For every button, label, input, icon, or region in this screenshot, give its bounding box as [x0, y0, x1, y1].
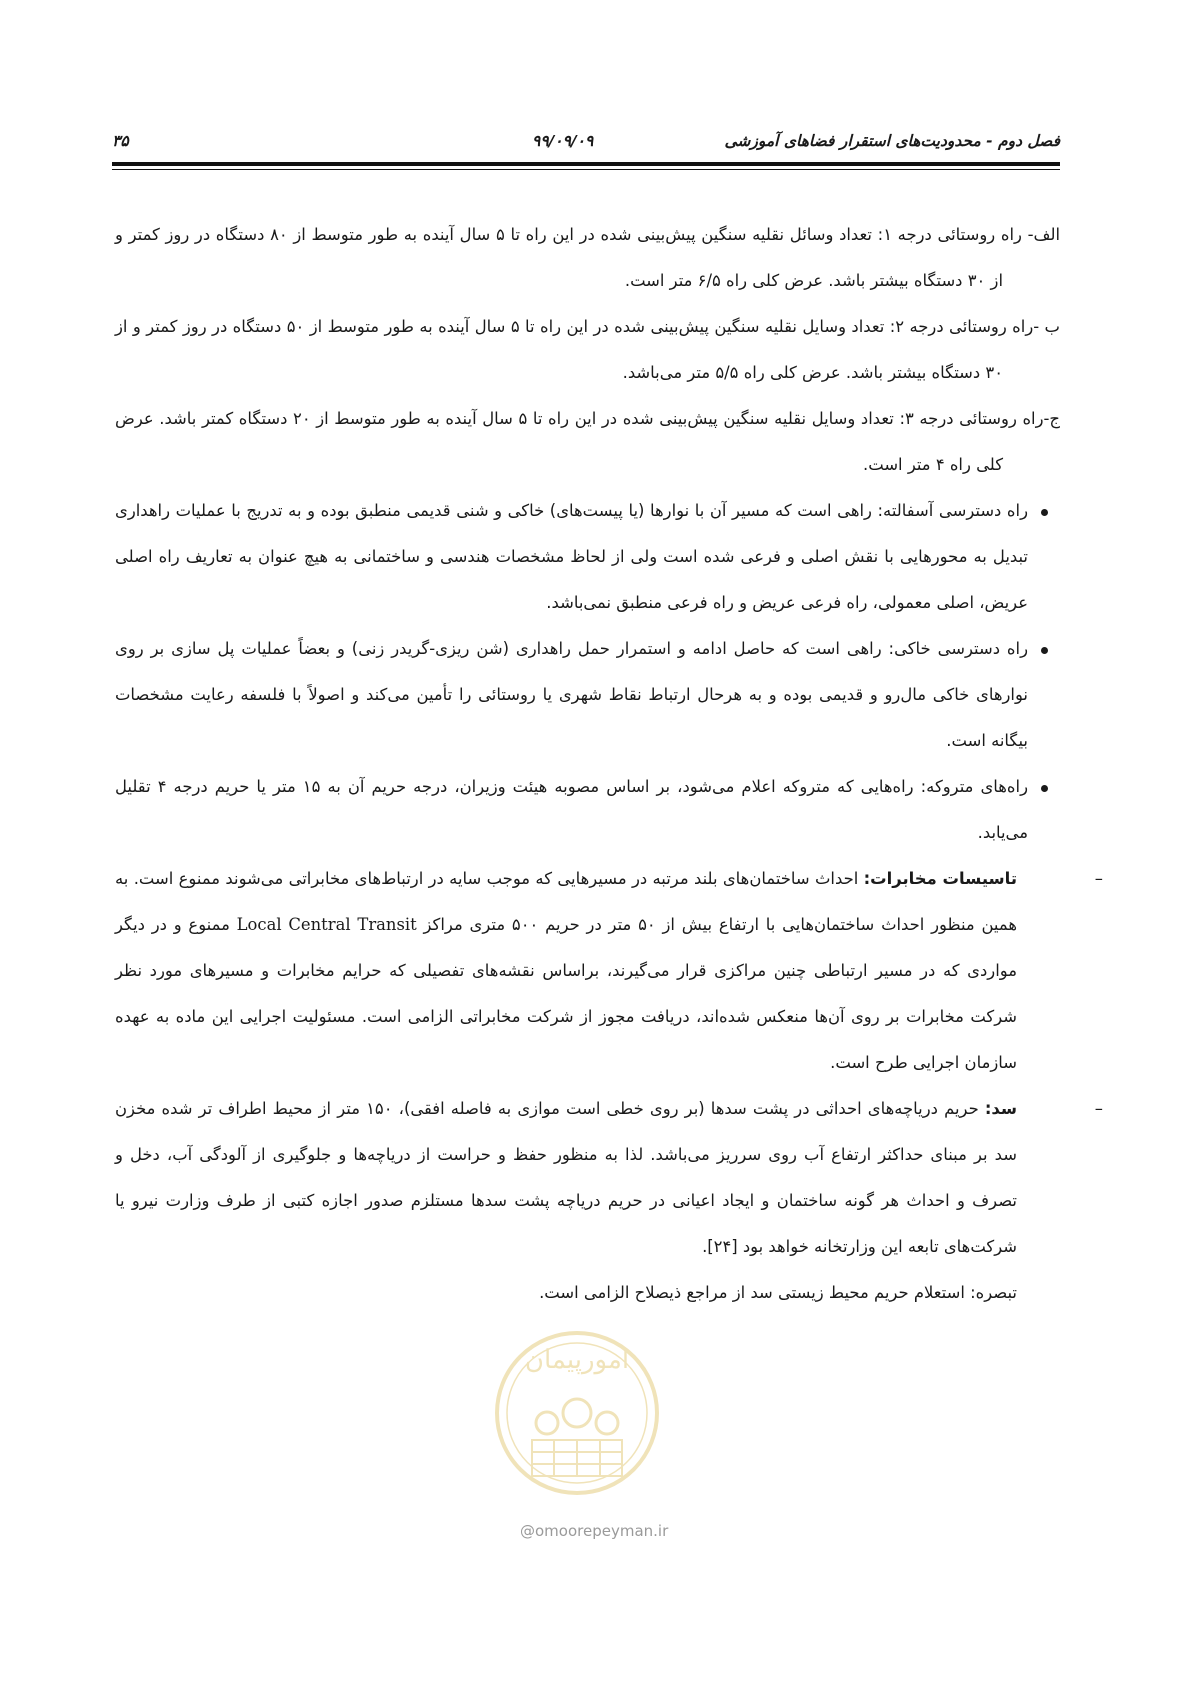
- bullet-dot: [1041, 785, 1048, 792]
- watermark-site: @omoorepeyman.ir: [520, 1522, 669, 1540]
- dam-label: سد:: [984, 1099, 1017, 1118]
- telecom-text-after: ممنوع و در دیگر مواردی که در مسیر ارتباطی چنین مراکزی قرار می‌گیرند، براساس نقشه‌های تفصیلی که حرایم مخابرات و مسیرهای مورد نظر شرکت مخابرات بر روی آن‌ها منعکس شده‌اند، دریافت مجوز از شرکت مخابراتی الزامی است. مسئولیت اجرایی این ماده به عهده سازمان اجرایی طرح است.: [115, 915, 1017, 1072]
- bullet-text: راه دسترسی آسفالته: راهی است که مسیر آن با نوارها (یا پیست‌های) خاکی و شنی قدیمی منطبق بوده و به تدریج با عملیات راهداری تبدیل به محورهایی با نقش اصلی و فرعی شده است ولی از لحاظ مشخصات هندسی و ساختمانی به هیچ عنوان به تعاریف راه اصلی عریض، اصلی معمولی، راه فرعی عریض و راه فرعی منطبق نمی‌باشد.: [115, 501, 1028, 612]
- dam-text: حریم دریاچه‌های احداثی در پشت سدها (بر روی خطی است موازی به فاصله افقی)، ۱۵۰ متر از محیط اطراف تر شده مخزن سد بر مبنای حداکثر ارتفاع آب روی سرریز می‌باشد. لذا به منظور حفظ و حراست از دریاچه‌ها و جلوگیری از آلودگی آب، دخل و تصرف و احداث هر گونه ساختمان و ایجاد اعیانی در حریم دریاچه پشت سدها مستلزم صدور اجازه کتبی از طرف وزارت نیرو یا شرکت‌های تابعه این وزارتخانه خواهد بود [۲۴].: [115, 1099, 1017, 1256]
- header-rule-thick: [112, 162, 1060, 166]
- bullet-dot: [1041, 509, 1048, 516]
- page-number: ۳۵: [112, 132, 129, 150]
- telecom-latin-term: Local Central Transit: [236, 915, 417, 934]
- page-body: [115, 212, 1103, 1316]
- bullet-dot: [1041, 647, 1048, 654]
- chapter-title: فصل دوم - محدودیت‌های استقرار فضاهای آموزشی: [724, 132, 1060, 150]
- dash-marker: –: [1094, 1099, 1103, 1118]
- note: [115, 1270, 1060, 1316]
- svg-text:امورپیمان: امورپیمان: [524, 1345, 630, 1375]
- road-grade-3: [115, 396, 1060, 488]
- road-grade-text: الف- راه روستائی درجه ۱: تعداد وسائل نقلیه سنگین پیش‌بینی شده در این راه تا ۵ سال آینده به طور متوسط از ۸۰ دستگاه در روز کمتر و از ۳۰ دستگاه بیشتر باشد. عرض کلی راه ۶/۵ متر است.: [115, 225, 1061, 290]
- bullet-text: راه دسترسی خاکی: راهی است که حاصل ادامه و استمرار حمل راهداری (شن ریزی-گریدر زنی) و بعضاً عملیات پل سازی بر روی نوارهای خاکی مال‌رو و قدیمی بوده و به هرحال ارتباط نقاط شهری یا روستائی را تأمین می‌کند و اصولاً با فلسفه رعایت مشخصات بیگانه است.: [115, 639, 1028, 750]
- telecom-label: تاسیسات مخابرات:: [863, 869, 1017, 888]
- dam-paragraph: [115, 1086, 1103, 1270]
- dam-section: [115, 1086, 1103, 1270]
- telecom-paragraph: [115, 856, 1103, 1086]
- telecom-section: [115, 856, 1103, 1086]
- bullet-text: راه‌های متروکه: راه‌هایی که متروکه اعلام می‌شود، بر اساس مصوبه هیئت وزیران، درجه حریم آن به ۱۵ متر یا حریم درجه ۴ تقلیل می‌یابد.: [115, 777, 1028, 842]
- note-text: تبصره: استعلام حریم محیط زیستی سد از مراجع ذیصلاح الزامی است.: [539, 1283, 1017, 1302]
- page-header: [112, 128, 1060, 156]
- bullet-dirt-road: [115, 626, 1060, 764]
- dash-marker: –: [1094, 869, 1103, 888]
- header-rule-thin: [112, 169, 1060, 170]
- watermark-logo-icon: [492, 1328, 662, 1498]
- telecom-text-before: احداث ساختمان‌های بلند مرتبه در مسیرهایی که موجب سایه در ارتباط‌های مخابراتی می‌شوند ممنوع است. به همین منظور احداث ساختمان‌هایی با ارتفاع بیش از ۵۰ متر در حریم ۵۰۰ متری مراکز: [115, 869, 1017, 934]
- road-grade-2: [115, 304, 1060, 396]
- road-grade-text: ج-راه روستائی درجه ۳: تعداد وسایل نقلیه سنگین پیش‌بینی شده در این راه تا ۵ سال آینده به طور متوسط از ۲۰ دستگاه کمتر باشد. عرض کلی راه ۴ متر است.: [115, 409, 1061, 474]
- road-grade-1: [115, 212, 1060, 304]
- header-date: ۹۹/۰۹/۰۹: [532, 132, 594, 150]
- bullet-asphalt-road: [115, 488, 1060, 626]
- bullet-abandoned-road: [115, 764, 1060, 856]
- road-grade-text: ب -راه روستائی درجه ۲: تعداد وسایل نقلیه سنگین پیش‌بینی شده در این راه تا ۵ سال آینده به طور متوسط از ۵۰ دستگاه در روز کمتر و از ۳۰ دستگاه بیشتر باشد. عرض کلی راه ۵/۵ متر می‌باشد.: [115, 317, 1060, 382]
